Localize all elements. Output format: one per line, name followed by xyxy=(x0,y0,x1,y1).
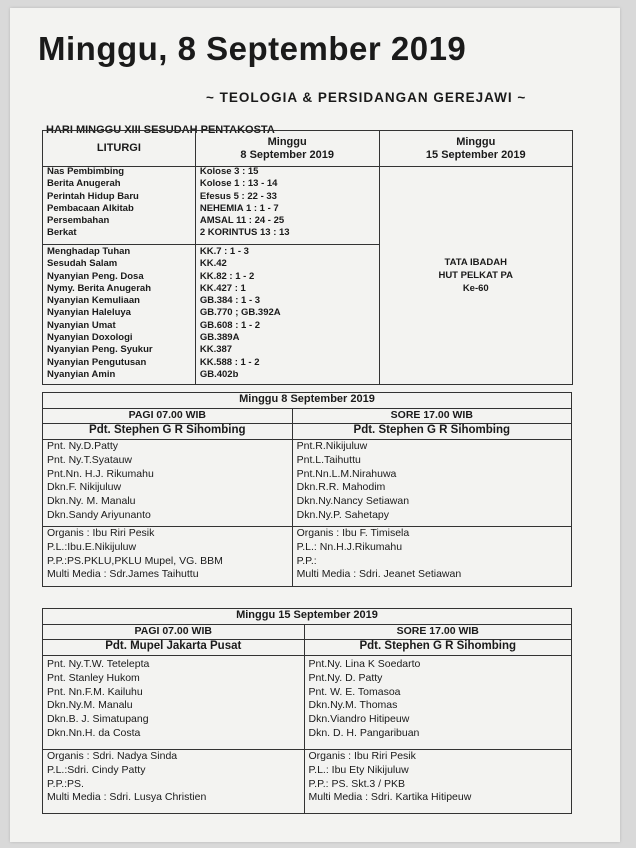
schedule-week1 xyxy=(42,392,572,587)
officer: Pnt. W. E. Tomasoa xyxy=(308,685,401,698)
schedule-week1-title: Minggu 8 September 2019 xyxy=(43,393,572,409)
readings-names xyxy=(43,167,196,245)
week1-header-line1: Minggu xyxy=(267,135,307,148)
song-name: Nyanyian Umat xyxy=(47,320,116,331)
reading-name: Berkat xyxy=(47,228,77,239)
support-role: Multi Media : Sdr.James Taihuttu xyxy=(47,568,199,581)
officer: Dkn. D. H. Pangaribuan xyxy=(308,726,420,739)
song-name: Nyanyian Peng. Syukur xyxy=(47,345,153,356)
evening-pastor: Pdt. Stephen G R Sihombing xyxy=(304,640,572,656)
officer: Pnt. Nn.F.M. Kailuhu xyxy=(47,685,143,698)
reading-value: 2 KORINTUS 13 : 13 xyxy=(199,228,290,239)
officer: Dkn.Sandy Ariyunanto xyxy=(47,508,151,521)
morning-pastor: Pdt. Stephen G R Sihombing xyxy=(43,424,293,440)
officer: Pnt. Ny.T.Syatauw xyxy=(47,453,133,466)
song-value: GB.384 : 1 - 3 xyxy=(199,296,261,307)
officer: Pnt. Ny.D.Patty xyxy=(47,440,118,452)
evening-support xyxy=(304,750,572,814)
morning-support xyxy=(43,527,293,587)
special-line3: Ke-60 xyxy=(462,283,489,295)
support-role: Multi Media : Sdri. Kartika Hitipeuw xyxy=(308,791,472,804)
song-name: Sesudah Salam xyxy=(47,259,118,270)
evening-pastor: Pdt. Stephen G R Sihombing xyxy=(292,424,571,440)
officer: Pnt.Nn.L.M.Nirahuwa xyxy=(296,467,397,480)
song-value: GB.770 ; GB.392A xyxy=(199,308,281,319)
song-name: Nyanyian Amin xyxy=(47,369,116,380)
support-role: P.L.:Ibu.E.Nikijuluw xyxy=(47,540,137,553)
reading-value: AMSAL 11 : 24 - 25 xyxy=(199,216,285,227)
week2-header-line2: 15 September 2019 xyxy=(425,148,526,161)
reading-value: Kolose 1 : 13 - 14 xyxy=(199,179,278,190)
week1-header xyxy=(195,131,379,167)
reading-value: Efesus 5 : 22 - 33 xyxy=(199,191,277,202)
song-name: Nyanyian Peng. Dosa xyxy=(47,271,144,282)
bulletin-page xyxy=(10,8,620,842)
morning-support xyxy=(43,750,305,814)
song-value: KK.42 xyxy=(199,259,227,270)
schedule-week2 xyxy=(42,608,572,814)
song-value: KK.427 : 1 xyxy=(199,283,246,294)
song-value: KK.82 : 1 - 2 xyxy=(199,271,255,282)
song-name: Nymy. Berita Anugerah xyxy=(47,283,151,294)
officer: Dkn.Ny. M. Manalu xyxy=(47,495,136,508)
songs-values xyxy=(195,245,379,385)
officer: Pnt.Ny. Lina K Soedarto xyxy=(308,658,421,670)
song-name: Nyanyian Pengutusan xyxy=(47,357,147,368)
song-value: KK.588 : 1 - 2 xyxy=(199,357,260,368)
support-role: P.L.: Ibu Ety Nikijuluw xyxy=(308,763,409,776)
song-name: Nyanyian Doxologi xyxy=(47,333,133,344)
officer: Pnt.R.Nikijuluw xyxy=(296,440,368,452)
song-name: Menghadap Tuhan xyxy=(47,247,131,257)
song-value: GB.389A xyxy=(199,333,240,344)
support-role: Organis : Ibu F. Timisela xyxy=(296,527,410,539)
officer: Dkn.F. Nikijuluw xyxy=(47,481,122,494)
evening-session: SORE 17.00 WIB xyxy=(304,625,572,640)
morning-officers xyxy=(43,656,305,750)
liturgy-heading: HARI MINGGU XIII SESUDAH PENTAKOSTA xyxy=(46,124,275,136)
page-subtitle: ~ TEOLOGIA & PERSIDANGAN GEREJAWI ~ xyxy=(206,90,527,105)
song-value: GB.402b xyxy=(199,369,239,380)
support-role: P.P.:PS. xyxy=(47,777,84,790)
morning-pastor: Pdt. Mupel Jakarta Pusat xyxy=(43,640,305,656)
special-line2: HUT PELKAT PA xyxy=(438,269,514,281)
officer: Dkn.Ny.M. Manalu xyxy=(47,699,133,712)
song-value: GB.608 : 1 - 2 xyxy=(199,320,261,331)
reading-name: Perintah Hidup Baru xyxy=(47,191,139,202)
week2-header-line1: Minggu xyxy=(456,135,496,148)
reading-name: Persembahan xyxy=(47,216,110,227)
readings-values xyxy=(195,167,379,245)
special-service-note xyxy=(379,167,573,385)
morning-session: PAGI 07.00 WIB xyxy=(43,409,293,424)
song-name: Nyanyian Haleluya xyxy=(47,308,131,319)
morning-officers xyxy=(43,440,293,527)
evening-officers xyxy=(304,656,572,750)
reading-value: Kolose 3 : 15 xyxy=(199,167,259,177)
officer: Pnt.Ny. D. Patty xyxy=(308,671,383,684)
officer: Pnt.L.Taihuttu xyxy=(296,453,361,466)
evening-session: SORE 17.00 WIB xyxy=(292,409,571,424)
officer: Pnt.Nn. H.J. Rikumahu xyxy=(47,467,154,480)
songs-names xyxy=(43,245,196,385)
week1-header-line2: 8 September 2019 xyxy=(240,148,334,161)
officer: Dkn.B. J. Simatupang xyxy=(47,713,149,726)
page-title: Minggu, 8 September 2019 xyxy=(38,30,467,67)
officer: Dkn.Viandro Hitipeuw xyxy=(308,713,410,726)
song-value: KK.387 xyxy=(199,345,233,356)
support-role: P.P.:PS.PKLU,PKLU Mupel, VG. BBM xyxy=(47,554,223,567)
schedule-week2-title: Minggu 15 September 2019 xyxy=(43,609,572,625)
officer: Pnt. Ny.T.W. Tetelepta xyxy=(47,658,150,670)
officer: Dkn.Nn.H. da Costa xyxy=(47,726,141,739)
support-role: Organis : Sdri. Nadya Sinda xyxy=(47,750,178,762)
officer: Dkn.Ny.P. Sahetapy xyxy=(296,508,390,521)
support-role: P.P.: xyxy=(296,554,317,567)
support-role: Organis : Ibu Riri Pesik xyxy=(308,750,416,762)
evening-support xyxy=(292,527,571,587)
support-role: P.L.:Sdri. Cindy Patty xyxy=(47,763,146,776)
officer: Pnt. Stanley Hukom xyxy=(47,671,140,684)
song-name: Nyanyian Kemuliaan xyxy=(47,296,140,307)
liturgi-header: LITURGI xyxy=(43,131,196,167)
week2-header xyxy=(379,131,573,167)
special-line1: TATA IBADAH xyxy=(444,256,507,268)
support-role: P.P.: PS. Skt.3 / PKB xyxy=(308,777,405,790)
support-role: Multi Media : Sdri. Jeanet Setiawan xyxy=(296,568,462,581)
liturgy-table xyxy=(42,130,573,385)
officer: Dkn.R.R. Mahodim xyxy=(296,481,386,494)
morning-session: PAGI 07.00 WIB xyxy=(43,625,305,640)
officer: Dkn.Ny.Nancy Setiawan xyxy=(296,495,410,508)
reading-name: Berita Anugerah xyxy=(47,179,121,190)
support-role: P.L.: Nn.H.J.Rikumahu xyxy=(296,540,403,553)
support-role: Organis : Ibu Riri Pesik xyxy=(47,527,155,539)
support-role: Multi Media : Sdri. Lusya Christien xyxy=(47,791,207,804)
officer: Dkn.Ny.M. Thomas xyxy=(308,699,398,712)
reading-name: Pembacaan Alkitab xyxy=(47,203,134,214)
evening-officers xyxy=(292,440,571,527)
song-value: KK.7 : 1 - 3 xyxy=(199,247,249,257)
reading-value: NEHEMIA 1 : 1 - 7 xyxy=(199,203,279,214)
reading-name: Nas Pembimbing xyxy=(47,167,125,177)
